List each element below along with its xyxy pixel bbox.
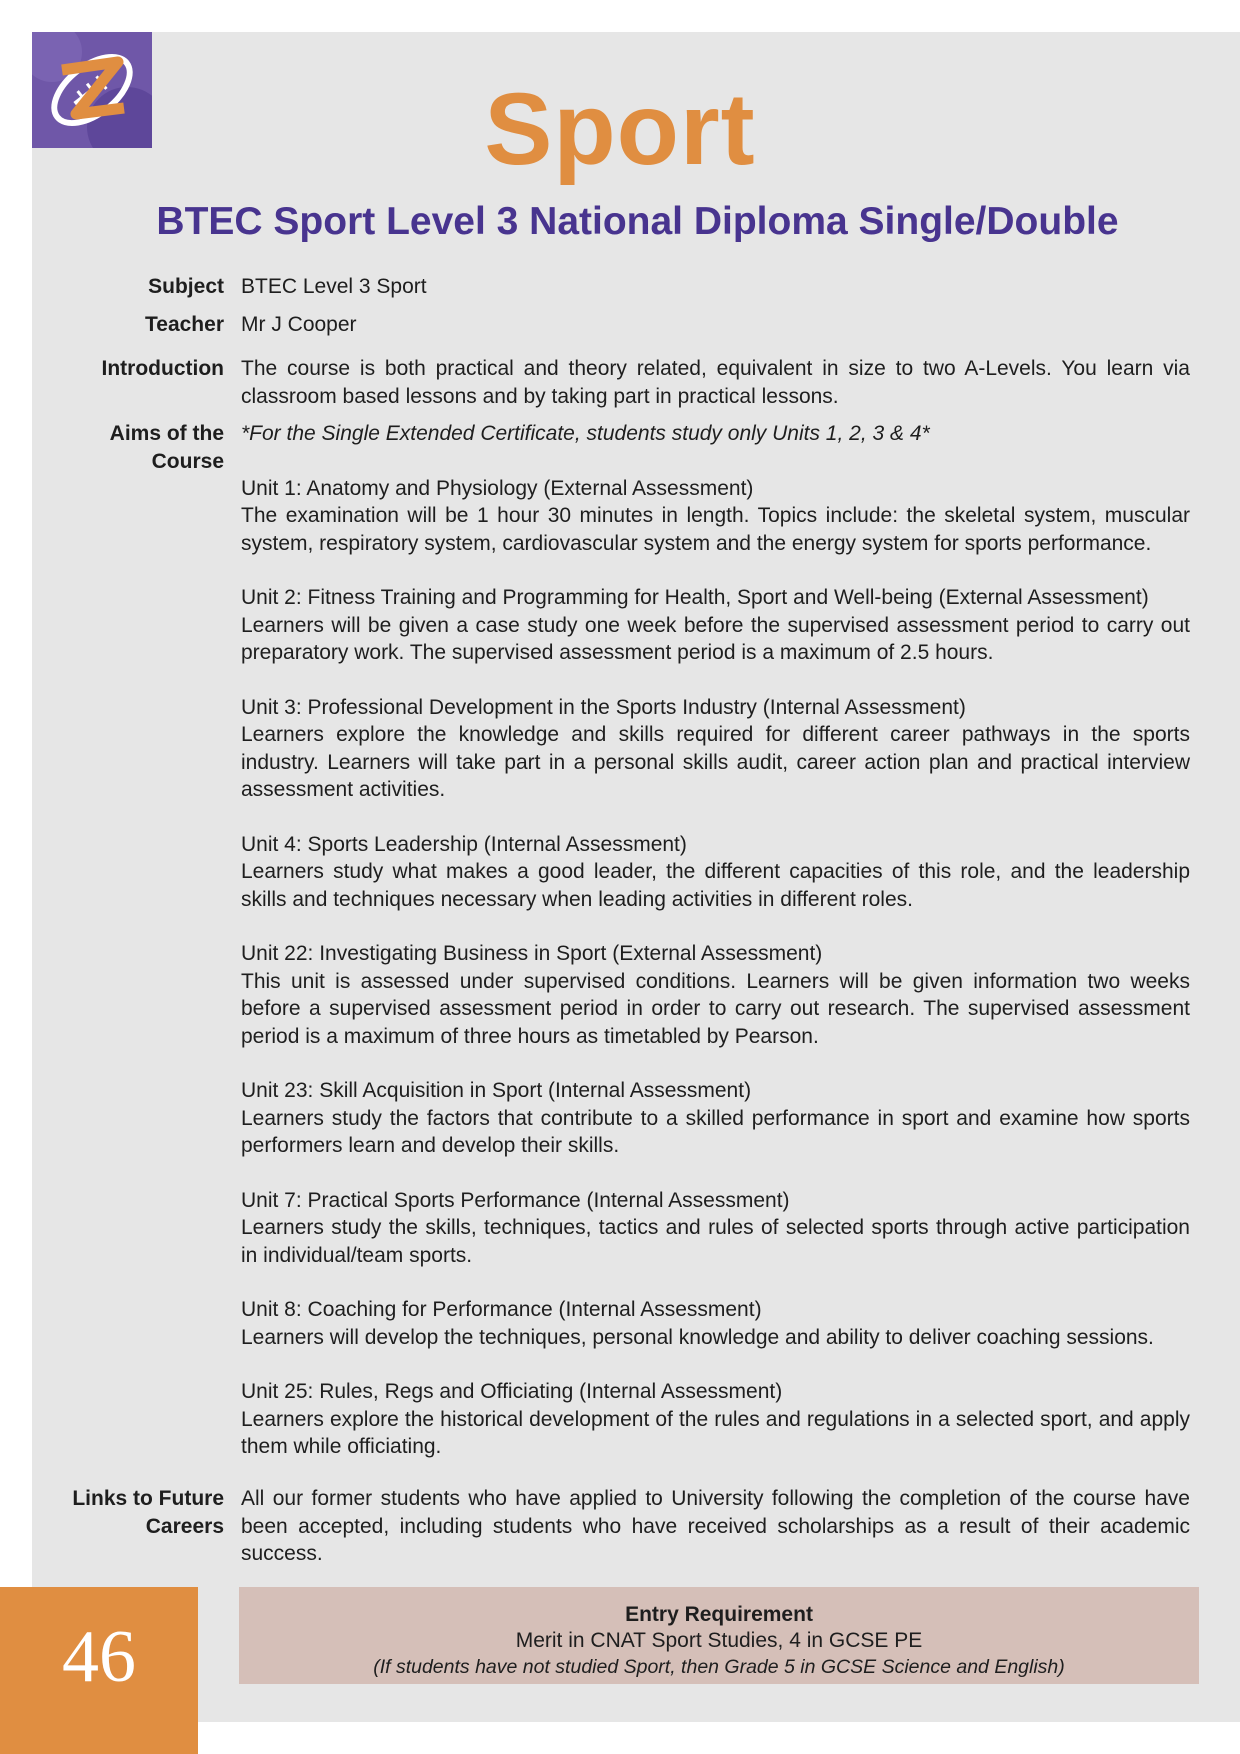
unit-title: Unit 2: Fitness Training and Programming for Health, Sport and Well-being (External Assessment) bbox=[241, 586, 1149, 609]
unit-description: The examination will be 1 hour 30 minutes in length. Topics include: the skeletal system, muscular system, respiratory system, cardiovascular system and the energy system for sports performance. bbox=[241, 504, 1190, 555]
aims-note: *For the Single Extended Certificate, students study only Units 1, 2, 3 & 4* bbox=[241, 422, 930, 445]
unit-title: Unit 22: Investigating Business in Sport (External Assessment) bbox=[241, 942, 823, 965]
unit-item bbox=[241, 584, 1190, 667]
introduction-text: The course is both practical and theory related, equivalent in size to two A-Levels. You learn via classroom based lessons and by taking part in practical lessons. bbox=[241, 357, 1190, 408]
unit-description: Learners study the factors that contribute to a skilled performance in sport and examine how sports performers learn and develop their skills. bbox=[241, 1106, 1190, 1157]
aims-content bbox=[241, 420, 1190, 1461]
unit-description: Learners explore the historical development of the rules and regulations in a selected sport, and apply them while officiating. bbox=[241, 1407, 1190, 1458]
unit-title: Unit 23: Skill Acquisition in Sport (Internal Assessment) bbox=[241, 1079, 752, 1102]
entry-requirement-note: (If students have not studied Sport, then Grade 5 in GCSE Science and English) bbox=[373, 1656, 1065, 1678]
unit-title: Unit 4: Sports Leadership (Internal Assessment) bbox=[241, 832, 687, 856]
entry-requirement-heading: Entry Requirement bbox=[625, 1603, 813, 1626]
unit-description: Learners will be given a case study one week before the supervised assessment period to carry out preparatory work. The supervised assessment period is a maximum of 2.5 hours. bbox=[241, 613, 1190, 664]
unit-title: Unit 1: Anatomy and Physiology (External Assessment) bbox=[241, 476, 754, 500]
teacher-label: Teacher bbox=[145, 313, 224, 336]
aims-label bbox=[110, 420, 224, 475]
careers-label-line1: Links to Future bbox=[72, 1487, 224, 1510]
unit-title: Unit 8: Coaching for Performance (Internal Assessment) bbox=[241, 1298, 762, 1321]
aims-label-line1: Aims of the bbox=[109, 422, 224, 445]
subject-value: BTEC Level 3 Sport bbox=[241, 275, 427, 298]
introduction-label: Introduction bbox=[101, 357, 224, 380]
page-title: Sport bbox=[484, 72, 756, 186]
careers-text: All our former students who have applied to University following the completion of the course have been accepted, including students who have received scholarships as a result of their academic success. bbox=[241, 1487, 1190, 1565]
page-number: 46 bbox=[62, 1616, 136, 1698]
entry-requirement-box bbox=[239, 1587, 1199, 1684]
unit-item bbox=[241, 831, 1190, 914]
unit-item bbox=[241, 694, 1190, 804]
aims-label-line2: Course bbox=[151, 449, 224, 473]
unit-item bbox=[241, 1296, 1190, 1351]
unit-description: Learners will develop the techniques, personal knowledge and ability to deliver coaching sessions. bbox=[241, 1325, 1154, 1349]
unit-title: Unit 3: Professional Development in the Sports Industry (Internal Assessment) bbox=[241, 695, 966, 719]
teacher-value: Mr J Cooper bbox=[241, 313, 357, 336]
unit-item bbox=[241, 1187, 1190, 1270]
careers-label bbox=[72, 1485, 224, 1540]
course-subtitle: BTEC Sport Level 3 National Diploma Single/Double bbox=[156, 200, 1119, 243]
unit-description: Learners study what makes a good leader, the different capacities of this role, and the leadership skills and techniques necessary when leading activities in different roles. bbox=[241, 860, 1190, 911]
entry-requirement-text: Merit in CNAT Sport Studies, 4 in GCSE PE bbox=[515, 1629, 923, 1652]
careers-label-line2: Careers bbox=[145, 1514, 224, 1538]
unit-item bbox=[241, 1077, 1190, 1160]
unit-item bbox=[241, 940, 1190, 1050]
unit-title: Unit 25: Rules, Regs and Officiating (Internal Assessment) bbox=[241, 1380, 783, 1403]
unit-description: Learners study the skills, techniques, tactics and rules of selected sports through active participation in individual/team sports. bbox=[241, 1216, 1190, 1267]
unit-item bbox=[241, 1378, 1190, 1461]
unit-description: Learners explore the knowledge and skills required for different career pathways in the sports industry. Learners will take part in a personal skills audit, career action plan and practical interview assessment activities. bbox=[241, 723, 1190, 801]
unit-item bbox=[241, 475, 1190, 558]
subject-label: Subject bbox=[148, 275, 224, 298]
unit-description: This unit is assessed under supervised conditions. Learners will be given information two weeks before a supervised assessment period in order to carry out research. The supervised assessment period is a maximum of three hours as timetabled by Pearson. bbox=[241, 969, 1190, 1048]
unit-title: Unit 7: Practical Sports Performance (Internal Assessment) bbox=[241, 1188, 790, 1212]
